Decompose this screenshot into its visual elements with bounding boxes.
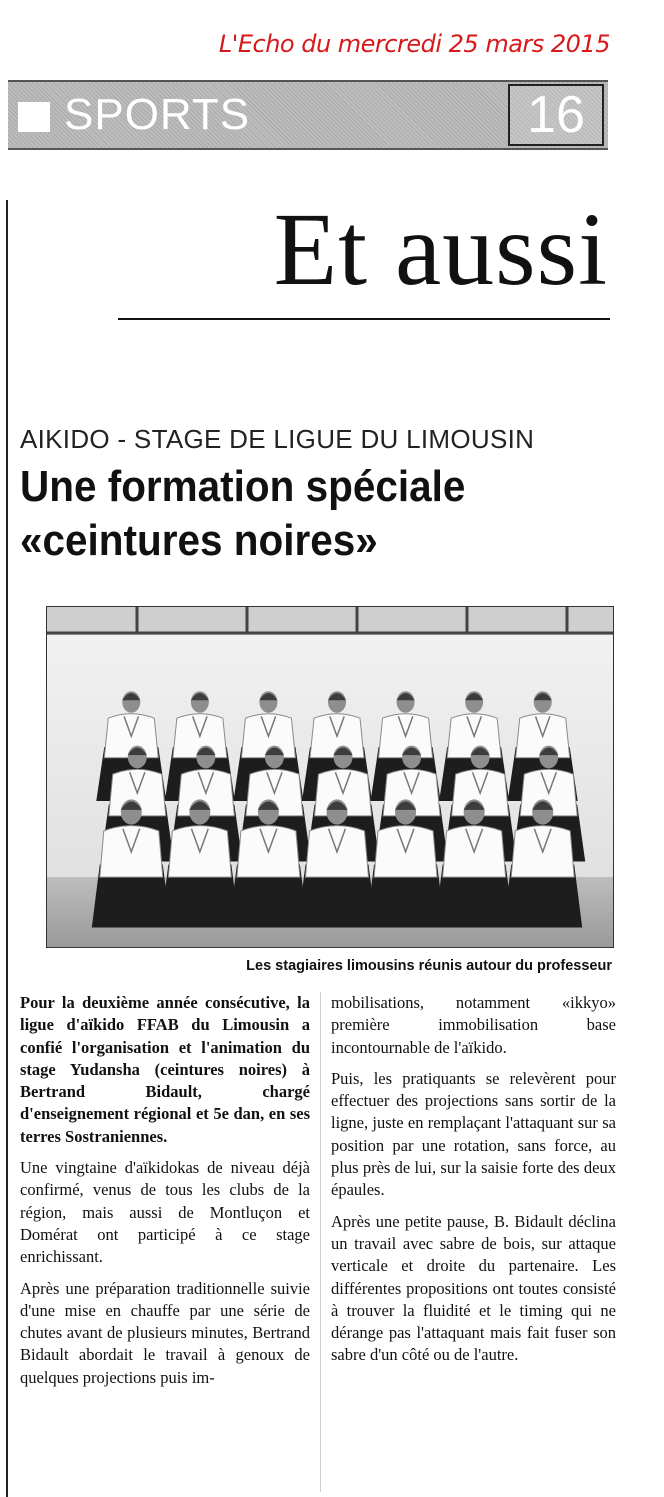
article-kicker: AIKIDO - STAGE DE LIGUE DU LIMOUSIN [20,424,535,454]
rubric-title: Et aussi [273,192,608,307]
article-headline [20,460,572,568]
square-bullet-icon [18,102,50,132]
group-photo-icon [47,607,613,947]
body-paragraph: Une vingtaine d'aïkidokas de niveau déjà confirmé, venus de tous les clubs de la région, mais aussi de Montluçon et Domérat ont participé à ce stage enrichissant. [20,1158,310,1267]
photo-caption: Les stagiaires limousins réunis autour du professeur [246,958,612,974]
article-lead: Pour la deuxième année consécutive, la ligue d'aïkido FFAB du Limousin a confié l'organisation et l'animation du stage Yudansha (ceintures noires) à Bertrand Bidault, chargé d'enseignement régional et 5e dan, en ses terres Sostraniennes. [20,993,310,1146]
body-paragraph: Puis, les pratiquants se relevèrent pour effectuer des projections sans sortir de la ligne, juste en remplaçant l'attaquant sur sa position par une rotation, sans force, au plus près de lui, sur la saisie forte des deux épaules. [331,1068,616,1200]
body-paragraph: Après une petite pause, B. Bidault déclina un travail avec sabre de bois, sur attaque verticale et droite du partenaire. Les différentes propositions ont toutes consisté à trouver la fluidité et le timing qui ne dérange pas l'attaquant mais fait fuser son sabre d'un côté ou de l'autre. [331,1211,616,1365]
article-column-right [331,992,616,1376]
page-number: 16 [508,84,604,146]
body-paragraph: Après une préparation traditionnelle suivie d'une mise en chauffe par une série de chutes avant de plusieurs minutes, Bertrand Bidault abordait le travail à genoux de quelques projections puis im- [20,1278,310,1387]
body-paragraph: mobilisations, notamment «ikkyo» première immobilisation base incontournable de l'aïkido. [331,993,616,1057]
column-separator [320,992,321,1492]
group-photo [46,606,614,948]
headline-line-1: Une formation spéciale [20,462,466,511]
rubric-underline [118,318,610,320]
article-column-left [20,992,310,1398]
column-rule [6,200,8,1497]
section-band [8,80,608,150]
section-label: SPORTS [64,90,251,139]
headline-line-2: «ceintures noires» [20,516,378,565]
handwritten-date-note: L'Echo du mercredi 25 mars 2015 [218,30,610,58]
